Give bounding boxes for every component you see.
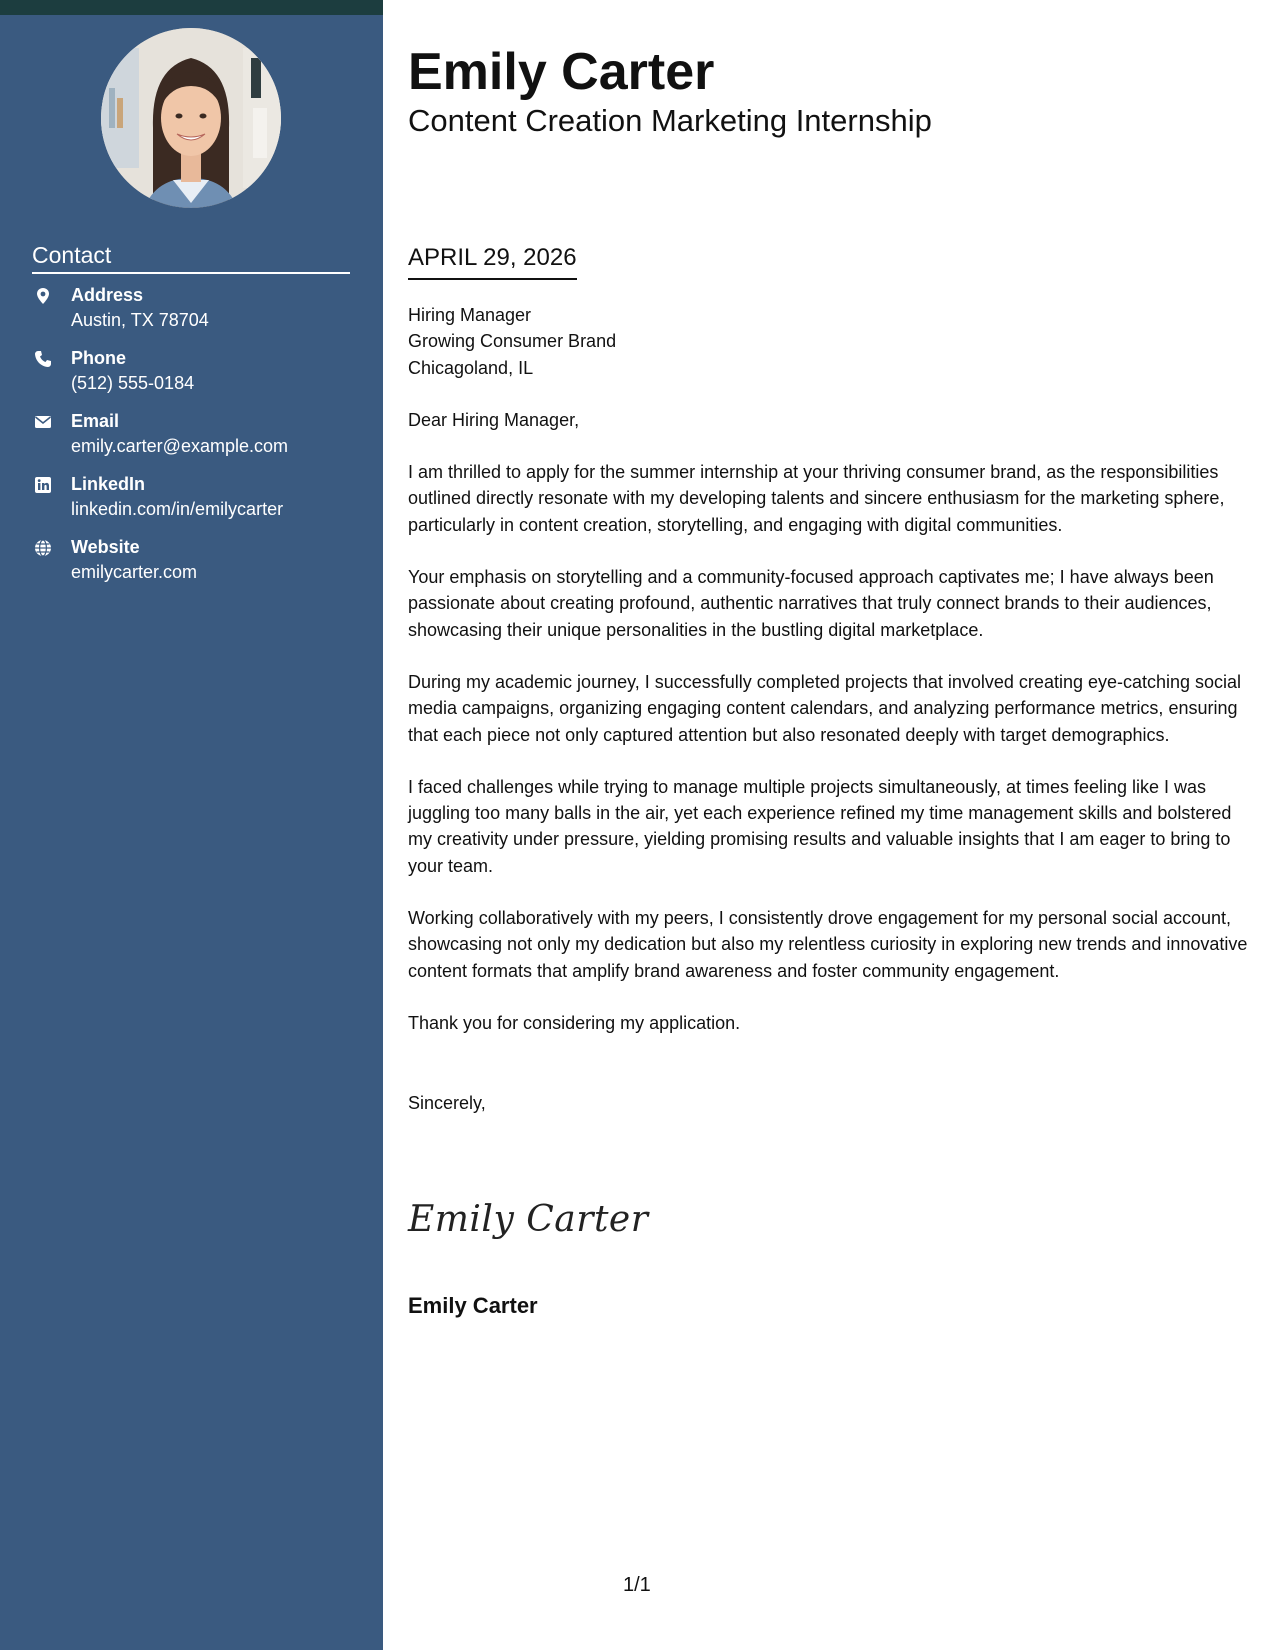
handwritten-signature: Emily Carter	[408, 1199, 649, 1240]
contact-item-address	[32, 283, 362, 346]
portrait-photo	[101, 28, 281, 208]
email-value[interactable]: emily.carter@example.com	[71, 436, 288, 456]
address-value: Austin, TX 78704	[71, 310, 209, 330]
salutation: Dear Hiring Manager,	[408, 409, 580, 430]
contact-item-website	[32, 535, 362, 598]
letter-body	[408, 302, 1253, 1117]
body-paragraph: Working collaboratively with my peers, I consistently drove engagement for my personal social account, showcasing not only my dedication but also my relentless curiosity in exploring new trends and innovative content formats that amplify brand awareness and foster community engagement.	[408, 908, 1248, 981]
map-pin-icon	[34, 287, 52, 305]
contact-item-email	[32, 409, 362, 472]
recipient-name: Hiring Manager	[408, 305, 532, 325]
contact-heading: Contact	[32, 240, 350, 274]
avatar	[101, 28, 281, 208]
contact-label: Website	[71, 537, 140, 557]
contact-label: Phone	[71, 348, 127, 368]
sidebar-top-bar	[0, 0, 383, 15]
globe-icon	[34, 539, 52, 557]
body-paragraph: Your emphasis on storytelling and a community-focused approach captivates me; I have always been passionate about creating profound, authentic narratives that truly connect brands to their audiences, showcasing their unique personalities in the bustling digital marketplace.	[408, 567, 1214, 640]
contact-list	[32, 283, 362, 598]
contact-label: LinkedIn	[71, 474, 146, 494]
closing: Sincerely,	[408, 1093, 486, 1114]
recipient-location: Chicagoland, IL	[408, 357, 534, 378]
recipient-block	[408, 302, 1253, 381]
body-paragraph: During my academic journey, I successfully completed projects that involved creating eye-catching social media campaigns, organizing engaging content calendars, and analyzing performance metrics, ensuring that each piece not only captured attention but also resonated deeply with target demographics.	[408, 671, 1242, 745]
applicant-name: Emily Carter	[408, 43, 715, 101]
phone-icon	[34, 350, 52, 368]
contact-label: Address	[71, 285, 144, 305]
linkedin-value[interactable]: linkedin.com/in/emilycarter	[71, 499, 284, 519]
sidebar	[0, 0, 383, 1650]
phone-value: (512) 555-0184	[71, 373, 195, 393]
body-paragraph: I faced challenges while trying to manage multiple projects simultaneously, at times feeling like I was juggling too many balls in the air, yet each experience refined my time management skills and bolstered my creativity under pressure, yielding promising results and valuable insights that I am eager to bring to your team.	[408, 776, 1232, 876]
position-title: Content Creation Marketing Internship	[408, 103, 932, 138]
linkedin-icon	[34, 476, 52, 494]
body-paragraph: I am thrilled to apply for the summer internship at your thriving consumer brand, as the responsibilities outlined directly resonate with my developing talents and sincere enthusiasm for the marketing sphere, particularly in content creation, storytelling, and engaging with digital communities.	[408, 462, 1225, 535]
page-number: 1/1	[623, 1574, 651, 1596]
letter-date: APRIL 29, 2026	[408, 243, 577, 280]
website-value[interactable]: emilycarter.com	[71, 562, 198, 582]
contact-item-linkedin	[32, 472, 362, 535]
contact-label: Email	[71, 411, 120, 431]
contact-item-phone	[32, 346, 362, 409]
envelope-icon	[34, 413, 52, 431]
signed-name: Emily Carter	[408, 1293, 538, 1318]
recipient-company: Growing Consumer Brand	[408, 331, 617, 352]
thank-you-paragraph: Thank you for considering my application.	[408, 1012, 741, 1033]
